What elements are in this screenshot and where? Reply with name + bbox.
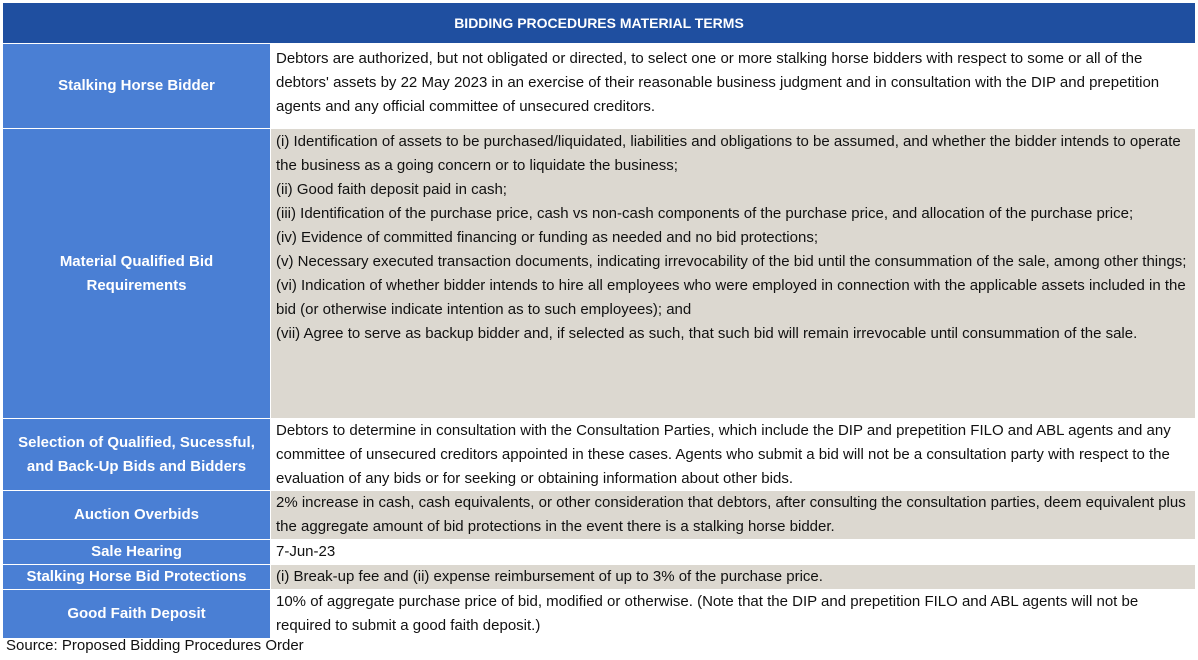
list-item: (iv) Evidence of committed financing or funding as needed and no bid protections;	[276, 229, 818, 246]
row-value: Debtors to determine in consultation with the Consultation Parties, which include the DIP and prepetition FILO and ABL agents and any committee of unsecured creditors appointed in these cases. Agents who submit a bid will not be a consultation party with respect to the evaluation of any bids or for seeking or obtaining information about other bids.	[271, 419, 1195, 490]
table-row	[3, 491, 1195, 540]
row-value: 10% of aggregate purchase price of bid, modified or otherwise. (Note that the DIP and prepetition FILO and ABL agents will not be required to submit a good faith deposit.)	[271, 590, 1195, 638]
row-value-list	[271, 129, 1195, 418]
row-label: Good Faith Deposit	[3, 590, 271, 638]
list-item: (vii) Agree to serve as backup bidder and, if selected as such, that such bid will remain irrevocable until consummation of the sale.	[276, 325, 1138, 342]
row-label-text: Material Qualified Bid Requirements	[59, 252, 214, 294]
table-title: BIDDING PROCEDURES MATERIAL TERMS	[3, 3, 1195, 44]
source-note: Source: Proposed Bidding Procedures Order	[6, 637, 304, 654]
table-row	[3, 44, 1195, 129]
list-item: (iii) Identification of the purchase price, cash vs non-cash components of the purchase price, and allocation of the purchase price;	[276, 205, 1134, 222]
row-label: Selection of Qualified, Sucessful, and Back-Up Bids and Bidders	[3, 419, 271, 490]
list-item: (i) Identification of assets to be purchased/liquidated, liabilities and obligations to be assumed, and whether the bidder intends to operate the business as a going concern or to liquidate the business;	[276, 133, 1181, 174]
row-label: Stalking Horse Bidder	[3, 44, 271, 128]
row-label	[3, 129, 271, 418]
row-value: (i) Break-up fee and (ii) expense reimbursement of up to 3% of the purchase price.	[271, 565, 1195, 589]
table-row	[3, 540, 1195, 565]
list-item: (v) Necessary executed transaction documents, indicating irrevocability of the bid until the consummation of the sale, among other things;	[276, 253, 1187, 270]
table-row	[3, 419, 1195, 491]
list-item: (ii) Good faith deposit paid in cash;	[276, 181, 507, 198]
table-row	[3, 129, 1195, 419]
row-value: Debtors are authorized, but not obligated or directed, to select one or more stalking horse bidders with respect to some or all of the debtors' assets by 22 May 2023 in an exercise of their reasonable business judgment and in consultation with the DIP and prepetition agents and any official committee of unsecured creditors.	[271, 44, 1195, 128]
row-value: 7-Jun-23	[271, 540, 1195, 564]
table-row	[3, 565, 1195, 590]
list-item: (vi) Indication of whether bidder intends to hire all employees who were employed in connection with the applicable assets included in the bid (or otherwise indicate intention as to such employees); and	[276, 277, 1186, 318]
row-label: Sale Hearing	[3, 540, 271, 564]
table-row	[3, 590, 1195, 639]
row-value: 2% increase in cash, cash equivalents, or other consideration that debtors, after consulting the consultation parties, deem equivalent plus the aggregate amount of bid protections in the event there is a stalking horse bidder.	[271, 491, 1195, 539]
row-label: Auction Overbids	[3, 491, 271, 539]
terms-table	[3, 3, 1195, 639]
row-label: Stalking Horse Bid Protections	[3, 565, 271, 589]
